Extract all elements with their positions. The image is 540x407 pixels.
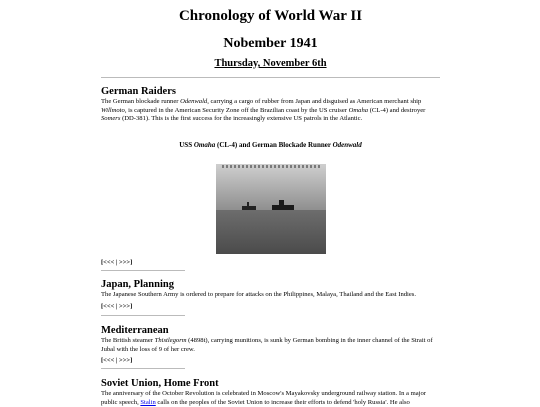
section-heading-german-raiders: German Raiders [101,86,176,97]
next-button[interactable]: > [119,259,123,266]
ships-photo[interactable] [216,164,326,254]
nav-bar: [<<< | >>>] [101,303,133,310]
section-heading-japan-planning: Japan, Planning [101,279,174,290]
first-button[interactable]: << [103,303,111,310]
photo-sea [216,210,326,254]
nav-bar: [<<< | >>>] [101,357,133,364]
ship-omaha [272,205,294,210]
section-text-soviet-home-front: The anniversary of the October Revolution is celebrated in Moscow's Mayakovsky underground railway station. In a major public speech, Stalin calls on the peoples of the Soviet Union to increase their efforts to defend 'holy Russia'. He also [101,390,426,406]
last-button[interactable]: >> [122,303,131,310]
prev-button[interactable]: < [110,357,115,364]
photo-caption: USS Omaha (CL-4) and German Blockade Runner Odenwald [179,141,362,149]
page-date: Thursday, November 6th [214,58,327,69]
divider [101,270,185,271]
stalin-link[interactable]: Stalin [140,398,156,406]
prev-button[interactable]: < [110,303,115,310]
photo-caption-strip [222,165,320,168]
next-button[interactable]: > [119,357,123,364]
divider [101,315,185,316]
section-heading-soviet-home-front: Soviet Union, Home Front [101,378,219,389]
last-button[interactable]: >> [122,259,131,266]
first-button[interactable]: << [103,357,111,364]
section-text-german-raiders: The German blockade runner Odenwald, carrying a cargo of rubber from Japan and disguised as American merchant ship Willmoto, is captured in the American Security Zone off the Brazilian coast by the US cruiser Omaha (CL-4) and destroyer Somers (DD-381). This is the first success for the increasingly extensive US patrols in the Atlantic. [101,98,426,122]
prev-button[interactable]: < [110,259,115,266]
page-title: Chronology of World War II [178,8,363,24]
nav-bar: [<<< | >>>] [101,259,133,266]
divider [101,77,440,78]
page-month: Nobember 1941 [223,36,318,51]
divider [101,368,185,369]
section-text-japan-planning: The Japanese Southern Army is ordered to prepare for attacks on the Philippines, Malaya, Thailand and the East Indies. [101,291,417,298]
ship-odenwald [242,206,256,210]
section-heading-mediterranean: Mediterranean [101,325,169,336]
photo-sky [216,164,326,210]
next-button[interactable]: > [119,303,123,310]
first-button[interactable]: << [103,259,111,266]
last-button[interactable]: >> [122,357,131,364]
section-text-mediterranean: The British steamer Thistlegorm (4898t), carrying munitions, is sunk by German bombing in the inner channel of the Strait of Jubal with the loss of 9 of her crew. [101,337,433,353]
